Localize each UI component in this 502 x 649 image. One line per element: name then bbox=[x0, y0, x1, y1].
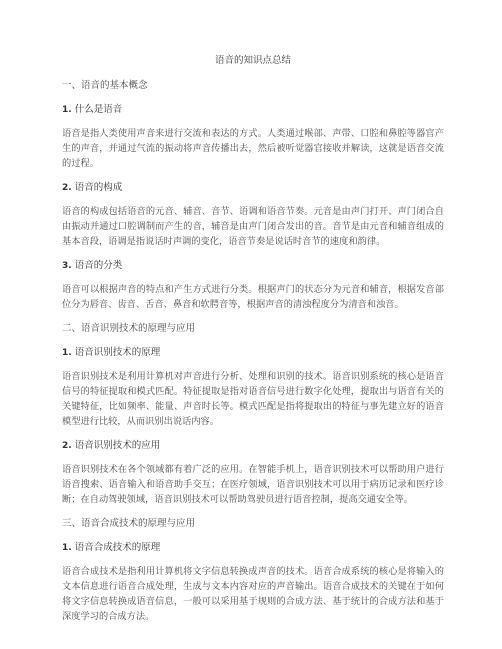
section-heading-2: 二、语音识别技术的原理与应用 bbox=[62, 323, 196, 334]
paragraph: 语音可以根据声音的特点和产生方式进行分类。根据声门的状态分为元音和辅音，根据发音部位分为唇音、齿音、舌音、鼻音和软腭音等，根据声音的清浊程度分为清音和浊音。 bbox=[62, 284, 444, 310]
subsection-number: 1. bbox=[62, 543, 72, 553]
subsection-heading bbox=[62, 181, 444, 195]
document-title: 语音的知识点总结 bbox=[214, 55, 291, 66]
subsection-title: 语音识别技术的应用 bbox=[74, 440, 161, 451]
subsection-number: 2. bbox=[62, 441, 72, 451]
subsection-number: 1. bbox=[62, 348, 72, 358]
subsection-title: 语音的构成 bbox=[74, 182, 123, 193]
subsection-title: 语音的分类 bbox=[74, 260, 123, 271]
paragraph: 语音识别技术是利用计算机对声音进行分析、处理和识别的技术。语音识别系统的核心是语音信号的特征提取和模式匹配。特征提取是指对语音信号进行数字化处理，提取出与语音有关的关键特征，比如频率、能量、声音时长等。模式匹配是指将提取出的特征与事先建立好的语音模型进行比较，从而识别出说话内容。 bbox=[62, 371, 444, 427]
document-body bbox=[62, 54, 444, 634]
subsection-title: 什么是语音 bbox=[74, 104, 123, 115]
paragraph: 语音是指人类使用声音来进行交流和表达的方式。人类通过喉部、声带、口腔和鼻腔等器官产生的声音，并通过气流的振动将声音传播出去，然后被听觉器官接收并解读，这就是语音交流的过程。 bbox=[62, 128, 444, 169]
subsection-heading bbox=[62, 541, 444, 555]
subsection-number: 2. bbox=[62, 183, 72, 193]
paragraph: 语音识别技术在各个领域都有着广泛的应用。在智能手机上，语音识别技术可以帮助用户进行语音搜索、语音输入和语音助手交互；在医疗领域，语音识别技术可以用于病历记录和医疗诊断；在自动驾驶领域，语音识别技术可以帮助驾驶员进行语音控制，提高交通安全等。 bbox=[62, 464, 444, 505]
subsection-heading bbox=[62, 439, 444, 453]
subsection-title: 语音合成技术的原理 bbox=[74, 542, 161, 553]
section-heading-1: 一、语音的基本概念 bbox=[62, 80, 148, 91]
subsection-heading bbox=[62, 103, 444, 117]
subsection-heading bbox=[62, 259, 444, 273]
subsection-number: 1. bbox=[62, 105, 72, 115]
paragraph: 语音合成技术是指利用计算机将文字信息转换成声音的技术。语音合成系统的核心是将输入的文本信息进行语音合成处理，生成与文本内容对应的声音输出。语音合成技术的关键在于如何将文字信息转换成语音信息，一般可以采用基于规则的合成方法、基于统计的合成方法和基于深度学习的合成方法。 bbox=[62, 566, 444, 622]
subsection-title: 语音识别技术的原理 bbox=[74, 347, 161, 358]
subsection-number: 3. bbox=[62, 261, 72, 271]
section-heading-3: 三、语音合成技术的原理与应用 bbox=[62, 518, 196, 529]
paragraph: 语音的构成包括语音的元音、辅音、音节、语调和语音节奏。元音是由声门打开、声门闭合自由振动并通过口腔调制而产生的音，辅音是由声门闭合发出的音。音节是由元音和辅音组成的基本音段，语调是指说话时声调的变化，语音节奏是说话时音节的速度和韵律。 bbox=[62, 206, 444, 247]
subsection-heading bbox=[62, 346, 444, 360]
